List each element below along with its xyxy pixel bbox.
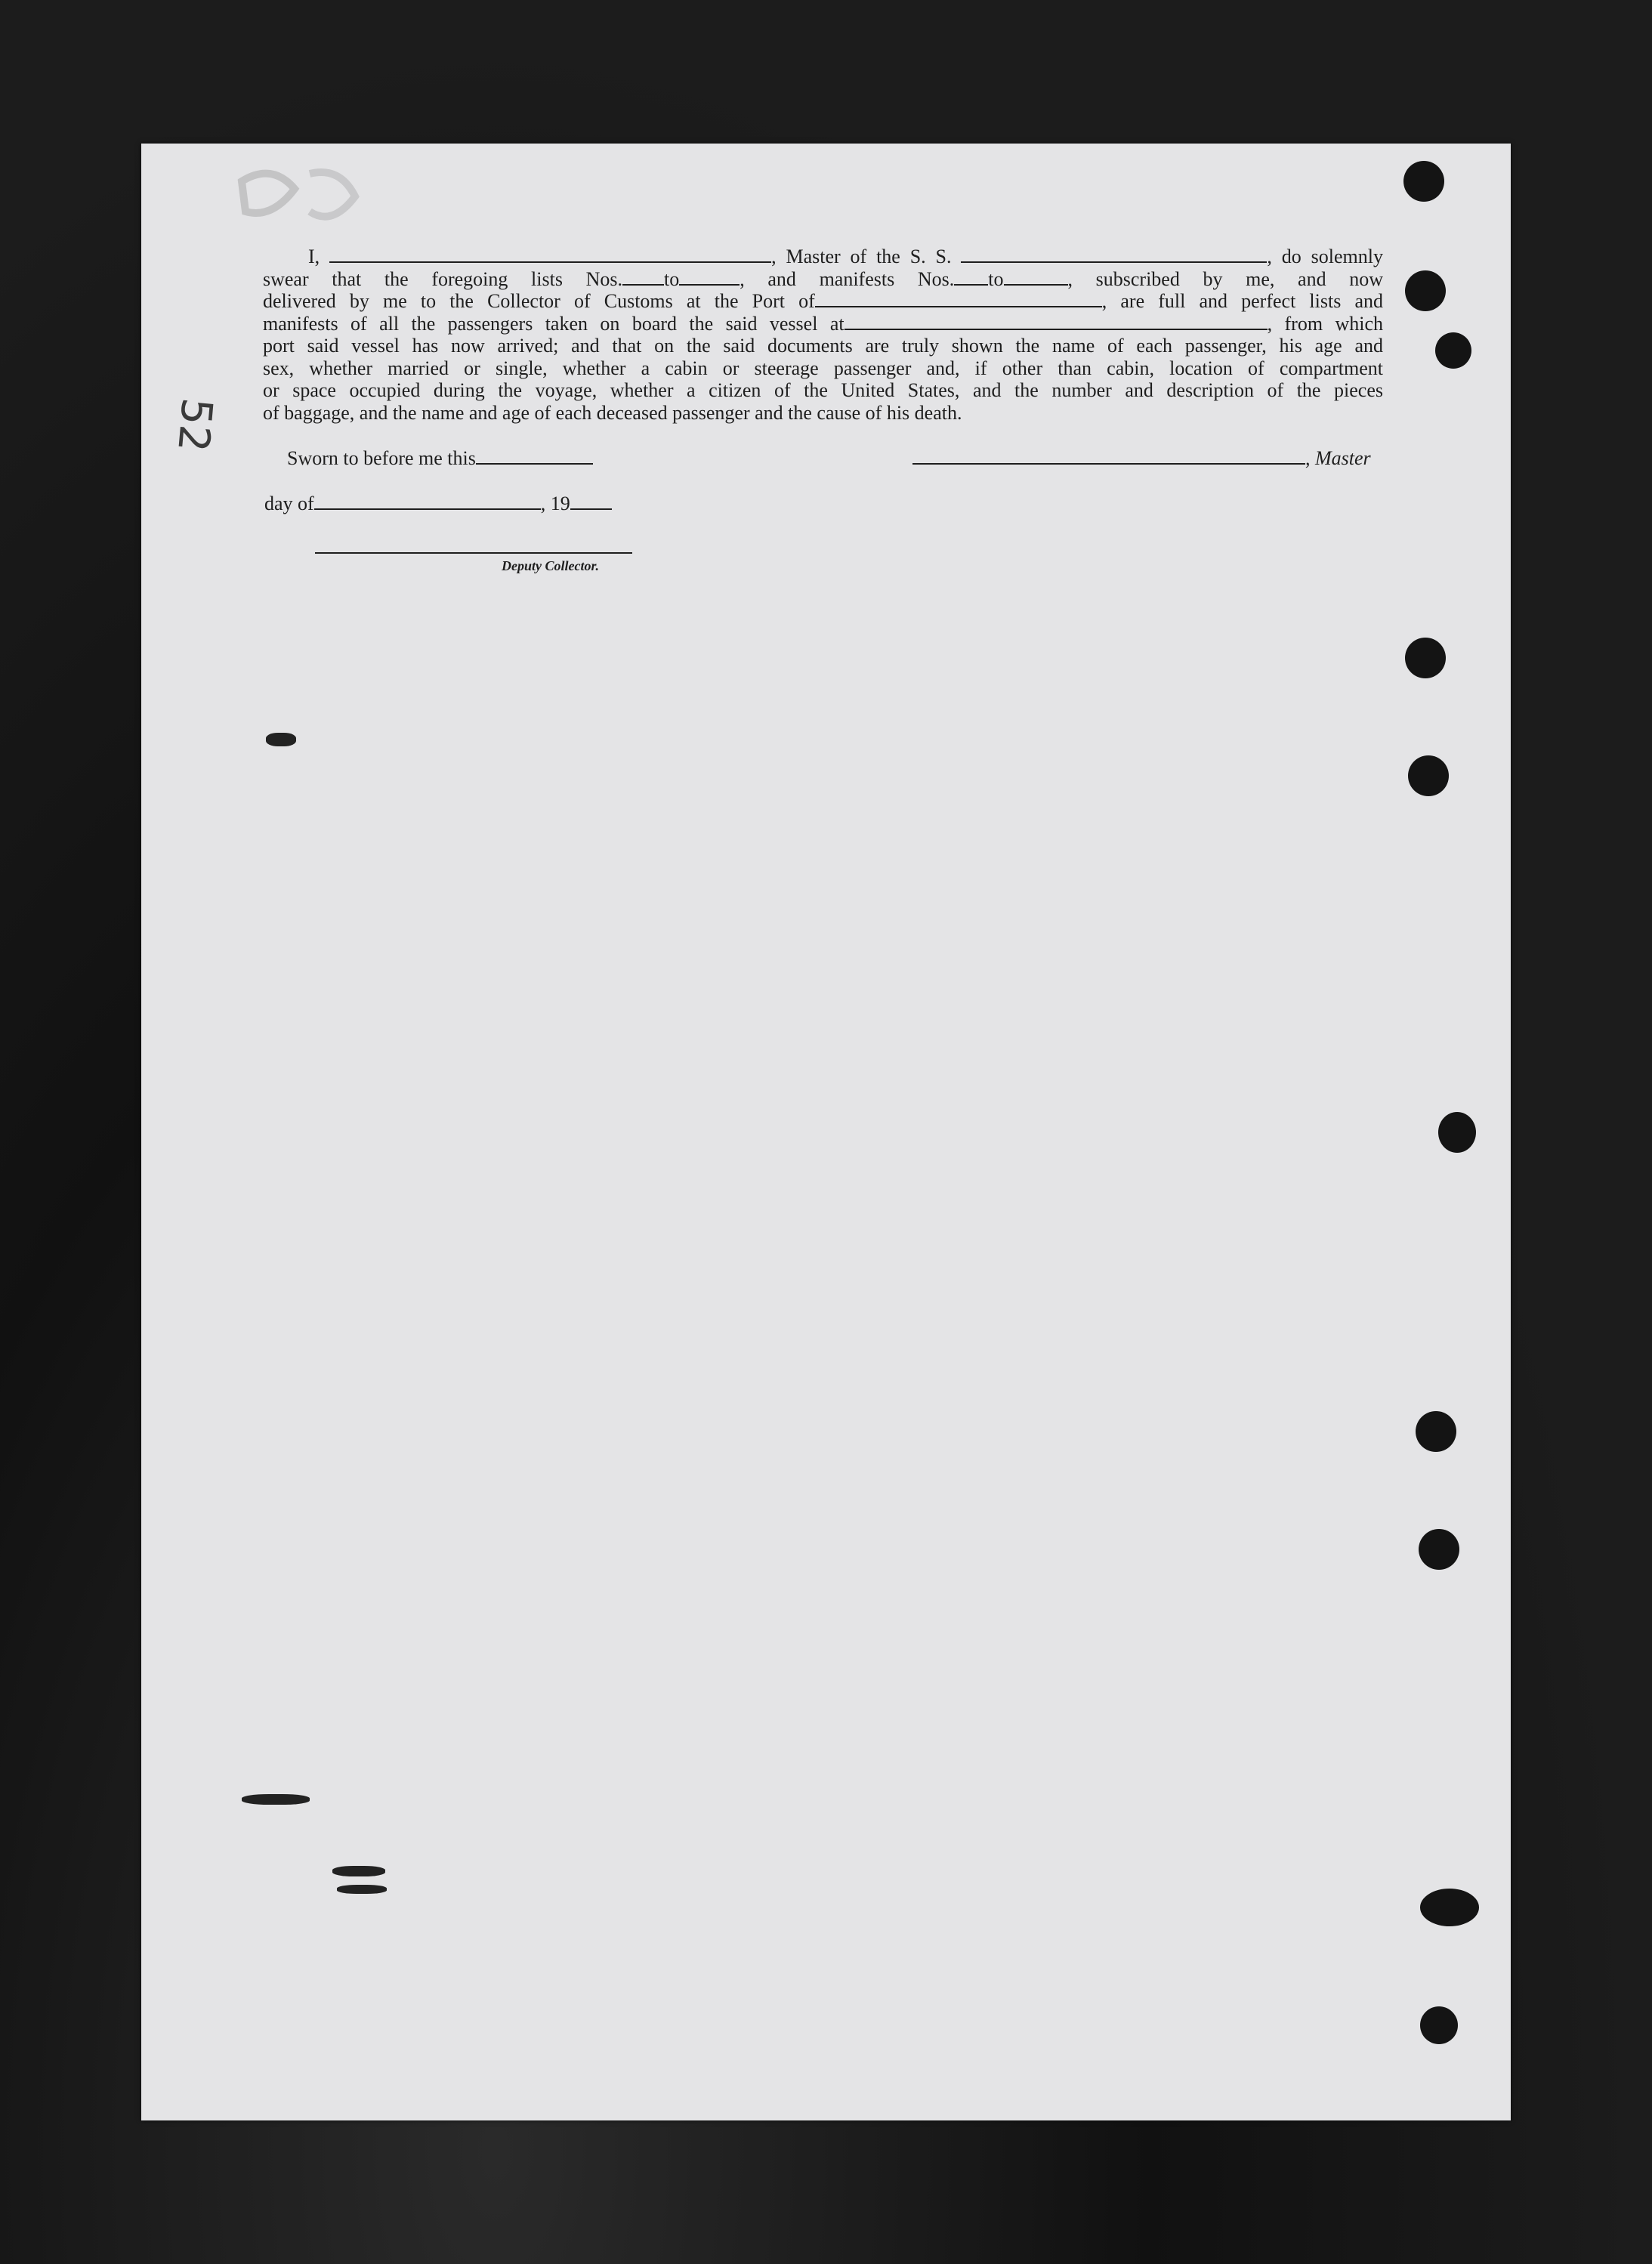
oath-text: , do solemnly <box>1267 246 1383 267</box>
oath-text: to <box>988 267 1004 290</box>
binder-hole <box>1419 1529 1459 1570</box>
deputy-signature-line <box>315 552 632 554</box>
handwritten-margin-note: 52 <box>168 396 222 454</box>
binder-hole <box>1408 755 1449 796</box>
lists-from-blank <box>622 269 664 286</box>
oath-text: , subscribed by me, and now <box>1067 267 1384 290</box>
binder-hole <box>1405 270 1446 311</box>
oath-text: to <box>664 267 680 290</box>
oath-text: , Master of the S. S. <box>771 246 952 267</box>
year-label: , 19 <box>540 493 570 514</box>
embark-port-blank <box>845 314 1268 330</box>
oath-text: , are full and perfect lists and <box>1101 290 1383 312</box>
master-signature-blank <box>912 448 1305 465</box>
oath-text: delivered by me to the Collector of Customs at the Port of <box>263 290 815 312</box>
oath-text: manifests of all the passengers taken on board the said vessel at <box>263 312 845 335</box>
manifests-from-blank <box>954 269 988 286</box>
port-blank <box>815 291 1102 307</box>
ink-smudge <box>242 1794 310 1805</box>
oath-line-1 <box>263 246 1383 268</box>
oath-text: , from which <box>1267 312 1383 335</box>
sworn-row <box>287 447 593 470</box>
oath-line-7: or space occupied during the voyage, whether a citizen of the United States, and the number and description of the pieces <box>263 379 1383 401</box>
binder-hole <box>1403 161 1444 202</box>
binder-hole <box>1405 638 1446 678</box>
lists-to-blank <box>679 269 740 286</box>
master-label: , Master <box>1305 447 1371 469</box>
binder-hole <box>1435 332 1471 369</box>
ink-smudge <box>337 1885 387 1894</box>
master-signature-row <box>912 447 1371 470</box>
oath-line-2 <box>263 268 1383 291</box>
day-row <box>264 493 612 515</box>
sworn-label: Sworn to before me this <box>287 447 476 469</box>
sworn-day-blank <box>476 448 593 465</box>
manifests-to-blank <box>1004 269 1068 286</box>
deputy-collector-label: Deputy Collector. <box>502 558 599 573</box>
oath-line-6: sex, whether married or single, whether a cabin or steerage passenger and, if other than cabin, location of compartment <box>263 357 1383 379</box>
oath-line-8: of baggage, and the name and age of each deceased passenger and the cause of his death. <box>263 401 962 424</box>
oath-line-5: port said vessel has now arrived; and that on the said documents are truly shown the name of each passenger, his age and <box>263 335 1383 357</box>
ink-smudge <box>266 733 296 746</box>
oath-text: , and manifests Nos. <box>740 267 955 290</box>
document-page <box>141 144 1511 2120</box>
binder-hole <box>1438 1112 1476 1153</box>
month-blank <box>314 493 541 510</box>
ship-name-blank <box>961 246 1267 263</box>
binder-hole <box>1420 2006 1458 2044</box>
oath-line-4 <box>263 313 1383 335</box>
oath-line-3 <box>263 290 1383 313</box>
binder-hole <box>1416 1411 1456 1452</box>
year-blank <box>570 493 612 510</box>
oath-text: swear that the foregoing lists Nos. <box>263 267 622 290</box>
ink-smudge <box>332 1866 385 1876</box>
oath-paragraph <box>263 246 1383 424</box>
binder-hole <box>1420 1889 1479 1926</box>
master-name-blank <box>329 246 771 263</box>
day-label: day of <box>264 493 314 514</box>
oath-text: I, <box>308 246 320 267</box>
